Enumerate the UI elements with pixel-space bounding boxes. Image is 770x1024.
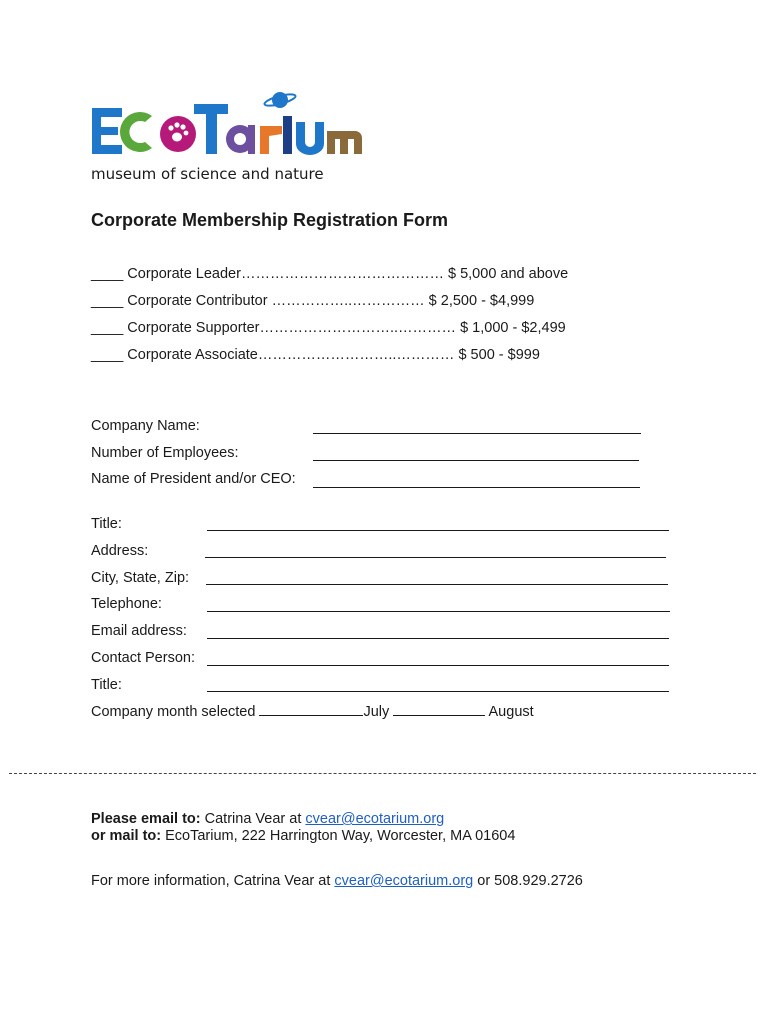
city-state-zip-label: City, State, Zip: (91, 570, 190, 586)
tier-supporter[interactable]: ____ Corporate Supporter………………………..………… $ 1,000 - $2,499 (91, 320, 566, 336)
email-address-field[interactable] (207, 638, 669, 639)
city-state-zip-field[interactable] (206, 584, 668, 585)
logo-letter-i (283, 116, 292, 154)
form-title: Corporate Membership Registration Form (91, 210, 449, 230)
contact-title-label: Title: (91, 677, 122, 693)
contact-title-field[interactable] (207, 691, 669, 692)
ceo-label: Name of President and/or CEO: (91, 471, 296, 487)
email-link[interactable]: cvear@ecotarium.org (305, 811, 445, 827)
month-blank-2[interactable] (393, 714, 485, 716)
employees-field[interactable] (313, 460, 639, 461)
logo-letter-e (92, 108, 122, 154)
title-label: Title: (91, 516, 122, 532)
email-instruction: Please email to: Catrina Vear at cvear@ecotarium.org (91, 811, 445, 827)
month-blank-1[interactable] (259, 714, 363, 716)
title-field[interactable] (207, 530, 669, 531)
tier-associate[interactable]: ____ Corporate Associate………………………..………… $ 500 - $999 (91, 347, 540, 363)
info-email-link[interactable]: cvear@ecotarium.org (334, 873, 474, 889)
telephone-label: Telephone: (91, 596, 162, 612)
logo-letter-a (226, 125, 255, 154)
info-line: For more information, Catrina Vear at cvear@ecotarium.org or 508.929.2726 (91, 873, 583, 889)
tier-leader[interactable]: ____ Corporate Leader…………………………………… $ 5,000 and above (91, 266, 569, 282)
logo-letter-m (327, 131, 362, 154)
logo-letter-r (260, 126, 282, 154)
telephone-field[interactable] (207, 611, 670, 612)
logo-letter-t (194, 104, 228, 154)
logo-letter-u (296, 122, 324, 155)
planet-icon (264, 92, 297, 108)
tier-contributor[interactable]: ____ Corporate Contributor ……………..…………… $ 2,500 - $4,999 (91, 293, 535, 309)
month-option-august: August (488, 704, 534, 720)
logo-letter-c (120, 112, 152, 152)
cut-line-divider (9, 773, 756, 774)
company-name-label: Company Name: (91, 418, 200, 434)
logo-tagline: museum of science and nature (91, 165, 324, 183)
address-label: Address: (91, 543, 149, 559)
ceo-field[interactable] (313, 487, 640, 488)
address-field[interactable] (205, 557, 666, 558)
mail-instruction: or mail to: EcoTarium, 222 Harrington Way, Worcester, MA 01604 (91, 828, 516, 844)
company-name-field[interactable] (313, 433, 641, 434)
email-address-label: Email address: (91, 623, 187, 639)
month-selection-row (91, 704, 534, 720)
month-option-july: July (363, 704, 390, 720)
contact-person-field[interactable] (207, 665, 669, 666)
month-label: Company month selected (91, 704, 256, 720)
contact-person-label: Contact Person: (91, 650, 195, 666)
employees-label: Number of Employees: (91, 445, 239, 461)
